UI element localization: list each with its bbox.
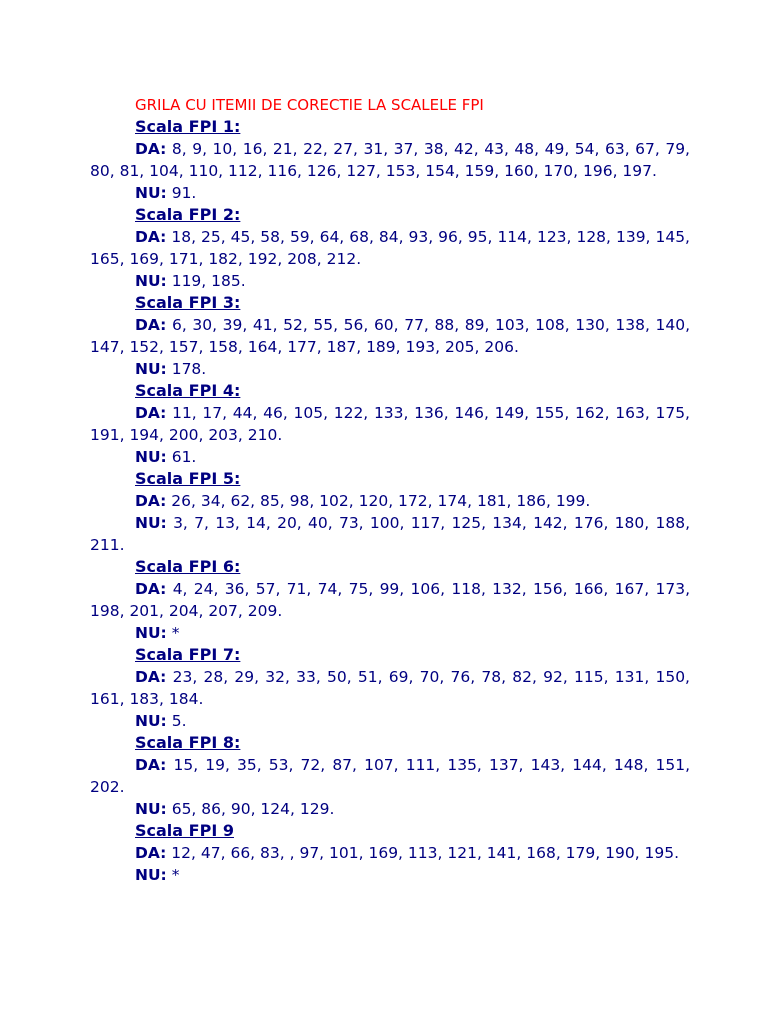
nu-label: NU: — [135, 360, 167, 378]
scale-heading: Scala FPI 8: — [135, 733, 241, 752]
document-title: GRILA CU ITEMII DE CORECTIE LA SCALELE FPI — [135, 96, 484, 114]
nu-line — [90, 270, 690, 292]
nu-line — [90, 182, 690, 204]
scale-section — [90, 732, 690, 820]
scale-section — [90, 116, 690, 204]
nu-items: 61. — [171, 448, 197, 466]
nu-items: * — [171, 624, 180, 642]
da-label: DA: — [135, 844, 167, 862]
da-line — [90, 314, 690, 358]
da-items: 6, 30, 39, 41, 52, 55, 56, 60, 77, 88, 89, 103, 108, 130, 138, 140, 147, 152, 157, 158, 164, 177, 187, 189, 193, 205, 206. — [90, 316, 690, 356]
da-items: 26, 34, 62, 85, 98, 102, 120, 172, 174, 181, 186, 199. — [171, 492, 591, 510]
da-line — [90, 490, 690, 512]
nu-line — [90, 512, 690, 556]
da-items: 23, 28, 29, 32, 33, 50, 51, 69, 70, 76, 78, 82, 92, 115, 131, 150, 161, 183, 184. — [90, 668, 690, 708]
da-items: 11, 17, 44, 46, 105, 122, 133, 136, 146, 149, 155, 162, 163, 175, 191, 194, 200, 203, 210. — [90, 404, 690, 444]
nu-label: NU: — [135, 514, 167, 532]
nu-items: 91. — [171, 184, 197, 202]
nu-items: 119, 185. — [171, 272, 246, 290]
nu-items: 5. — [171, 712, 187, 730]
da-items: 15, 19, 35, 53, 72, 87, 107, 111, 135, 137, 143, 144, 148, 151, 202. — [90, 756, 690, 796]
nu-items: 3, 7, 13, 14, 20, 40, 73, 100, 117, 125, 134, 142, 176, 180, 188, 211. — [90, 514, 690, 554]
scale-heading: Scala FPI 9 — [135, 821, 234, 840]
da-line — [90, 754, 690, 798]
da-label: DA: — [135, 228, 167, 246]
da-label: DA: — [135, 580, 167, 598]
nu-line — [90, 710, 690, 732]
scale-section — [90, 204, 690, 292]
da-items: 8, 9, 10, 16, 21, 22, 27, 31, 37, 38, 42, 43, 48, 49, 54, 63, 67, 79, 80, 81, 104, 110, 112, 116, 126, 127, 153, 154, 159, 160, 170, 196, 197. — [90, 140, 690, 180]
nu-items: 178. — [171, 360, 207, 378]
nu-label: NU: — [135, 184, 167, 202]
nu-line — [90, 358, 690, 380]
da-line — [90, 402, 690, 446]
scale-heading: Scala FPI 5: — [135, 469, 241, 488]
nu-label: NU: — [135, 712, 167, 730]
scale-section — [90, 556, 690, 644]
scale-heading: Scala FPI 4: — [135, 381, 241, 400]
scale-heading: Scala FPI 1: — [135, 117, 241, 136]
nu-label: NU: — [135, 272, 167, 290]
da-label: DA: — [135, 404, 167, 422]
nu-line — [90, 622, 690, 644]
nu-line — [90, 864, 690, 886]
scale-section — [90, 468, 690, 556]
da-label: DA: — [135, 316, 167, 334]
nu-line — [90, 798, 690, 820]
da-label: DA: — [135, 668, 167, 686]
da-items: 18, 25, 45, 58, 59, 64, 68, 84, 93, 96, 95, 114, 123, 128, 139, 145, 165, 169, 171, 182, 192, 208, 212. — [90, 228, 690, 268]
da-label: DA: — [135, 140, 167, 158]
da-label: DA: — [135, 492, 167, 510]
da-items: 4, 24, 36, 57, 71, 74, 75, 99, 106, 118, 132, 156, 166, 167, 173, 198, 201, 204, 207, 209. — [90, 580, 690, 620]
da-items: 12, 47, 66, 83, , 97, 101, 169, 113, 121, 141, 168, 179, 190, 195. — [171, 844, 680, 862]
scale-section — [90, 820, 690, 886]
scale-heading: Scala FPI 6: — [135, 557, 241, 576]
nu-label: NU: — [135, 448, 167, 466]
nu-label: NU: — [135, 624, 167, 642]
scale-heading: Scala FPI 2: — [135, 205, 241, 224]
da-label: DA: — [135, 756, 167, 774]
nu-label: NU: — [135, 866, 167, 884]
da-line — [90, 138, 690, 182]
da-line — [90, 226, 690, 270]
scale-section — [90, 380, 690, 468]
scale-section — [90, 292, 690, 380]
nu-items: 65, 86, 90, 124, 129. — [171, 800, 335, 818]
nu-line — [90, 446, 690, 468]
da-line — [90, 666, 690, 710]
scale-list — [90, 116, 690, 886]
document-body — [90, 94, 690, 886]
nu-items: * — [171, 866, 180, 884]
nu-label: NU: — [135, 800, 167, 818]
da-line — [90, 578, 690, 622]
scale-heading: Scala FPI 7: — [135, 645, 241, 664]
scale-section — [90, 644, 690, 732]
scale-heading: Scala FPI 3: — [135, 293, 241, 312]
da-line — [90, 842, 690, 864]
